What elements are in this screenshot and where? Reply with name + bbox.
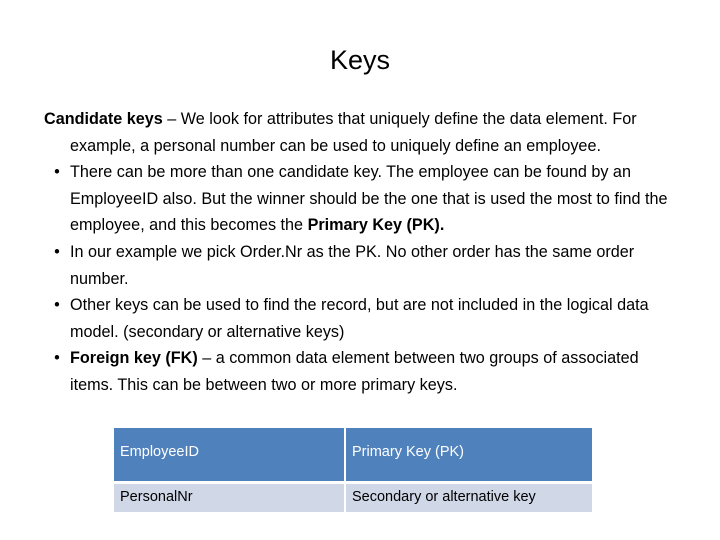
table-header-cell: EmployeeID — [114, 428, 346, 484]
table-header-row — [114, 428, 592, 484]
bullet-item — [44, 345, 684, 398]
paragraph-candidate-keys — [44, 106, 684, 159]
keys-table — [114, 428, 592, 512]
paragraph-text: There can be more than one candidate key. The employee can be found by an EmployeeID also. But the winner should be the one that is used the most to find the employee, and this becomes the — [70, 163, 668, 235]
bullet-item — [44, 239, 684, 292]
term-foreign-key: Foreign key (FK) — [70, 349, 198, 368]
table-header-cell: Primary Key (PK) — [346, 428, 592, 484]
bullet-item — [44, 159, 684, 239]
table-row — [114, 484, 592, 512]
paragraph-text: Other keys can be used to find the record, but are not included in the logical data model. (secondary or alternative keys) — [70, 296, 649, 341]
slide-body — [44, 106, 684, 399]
bullet-item — [44, 292, 684, 345]
slide-title: Keys — [329, 45, 391, 75]
paragraph-text: – We look for attributes that uniquely define the data element. For example, a personal number can be used to uniquely define an employee. — [70, 110, 637, 155]
table-cell: Secondary or alternative key — [346, 484, 592, 512]
paragraph-text: In our example we pick Order.Nr as the PK. No other order has the same order number. — [70, 242, 635, 288]
term-candidate-keys: Candidate keys — [44, 110, 163, 128]
table-cell: PersonalNr — [114, 484, 346, 512]
term-primary-key: Primary Key (PK). — [307, 216, 445, 235]
paragraph-text: – a common data element between two groups of associated items. This can be between two or more primary keys. — [70, 349, 639, 394]
